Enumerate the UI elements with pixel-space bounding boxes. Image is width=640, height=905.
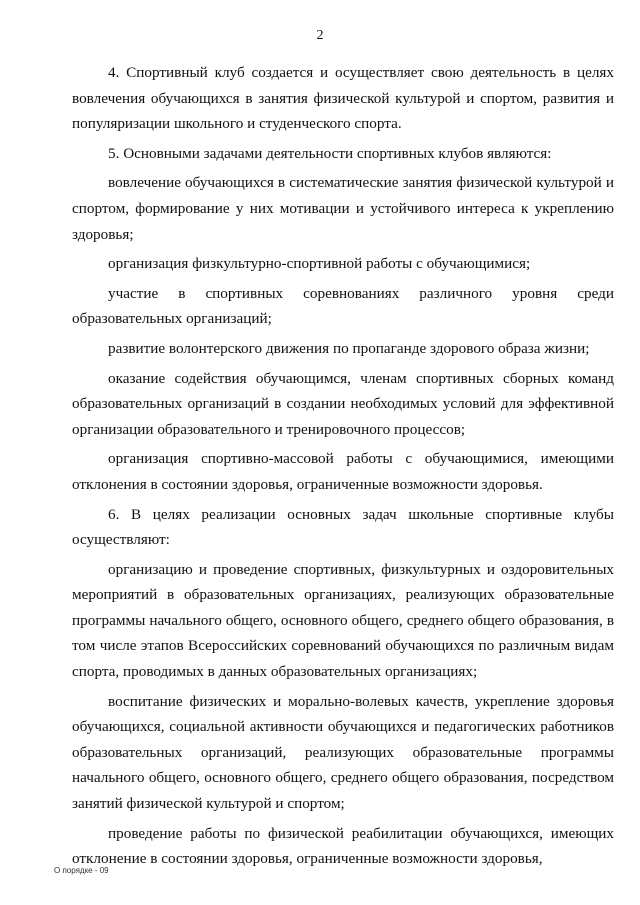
page-number: 2 xyxy=(316,28,324,43)
activity-education: воспитание физических и морально-волевых качеств, укрепление здоровья обучающихся, социальной активности обучающихся и педагогических работников образовательных организаций, реализующих образовательные программы начального общего, основного общего, среднего общего образования, посредством занятий физической культурой и спортом; xyxy=(72,692,614,813)
task-volunteer: развитие волонтерского движения по пропаганде здорового образа жизни; xyxy=(108,339,590,357)
paragraph-item-6: 6. В целях реализации основных задач школьные спортивные клубы осуществляют: xyxy=(72,505,614,549)
task-involvement: вовлечение обучающихся в систематические занятия физической культурой и спортом, формирование у них мотивации и устойчивого интереса к укреплению здоровья; xyxy=(72,174,614,243)
document-body xyxy=(72,60,614,876)
activity-rehabilitation: проведение работы по физической реабилитации обучающихся, имеющих отклонение в состоянии здоровья, ограниченные возможности здоровья, xyxy=(72,824,614,868)
task-competitions: участие в спортивных соревнованиях различного уровня среди образовательных организаций; xyxy=(72,284,614,328)
activity-events: организацию и проведение спортивных, физкультурных и оздоровительных мероприятий в образовательных организациях, реализующих образовательные программы начального общего, основного общего, среднего общего образования, в том числе этапов Всероссийских соревнований обучающихся по различным видам спорта, проводимых в данных образовательных организациях; xyxy=(72,560,614,681)
task-assistance: оказание содействия обучающимся, членам спортивных сборных команд образовательных организаций в создании необходимых условий для эффективной организации образовательного и тренировочного процессов; xyxy=(72,369,614,438)
task-mass-sports: организация спортивно-массовой работы с обучающимися, имеющими отклонения в состоянии здоровья, ограниченные возможности здоровья. xyxy=(72,450,614,493)
footer-label: О порядке - 09 xyxy=(54,866,109,875)
paragraph-item-4: 4. Спортивный клуб создается и осуществляет свою деятельность в целях вовлечения обучающихся в занятия физической культурой и спортом, развития и популяризации школьного и студенческого спорта. xyxy=(72,64,614,133)
paragraph-item-5: 5. Основными задачами деятельности спортивных клубов являются: xyxy=(108,144,552,162)
task-organization: организация физкультурно-спортивной работы с обучающимися; xyxy=(108,255,531,273)
